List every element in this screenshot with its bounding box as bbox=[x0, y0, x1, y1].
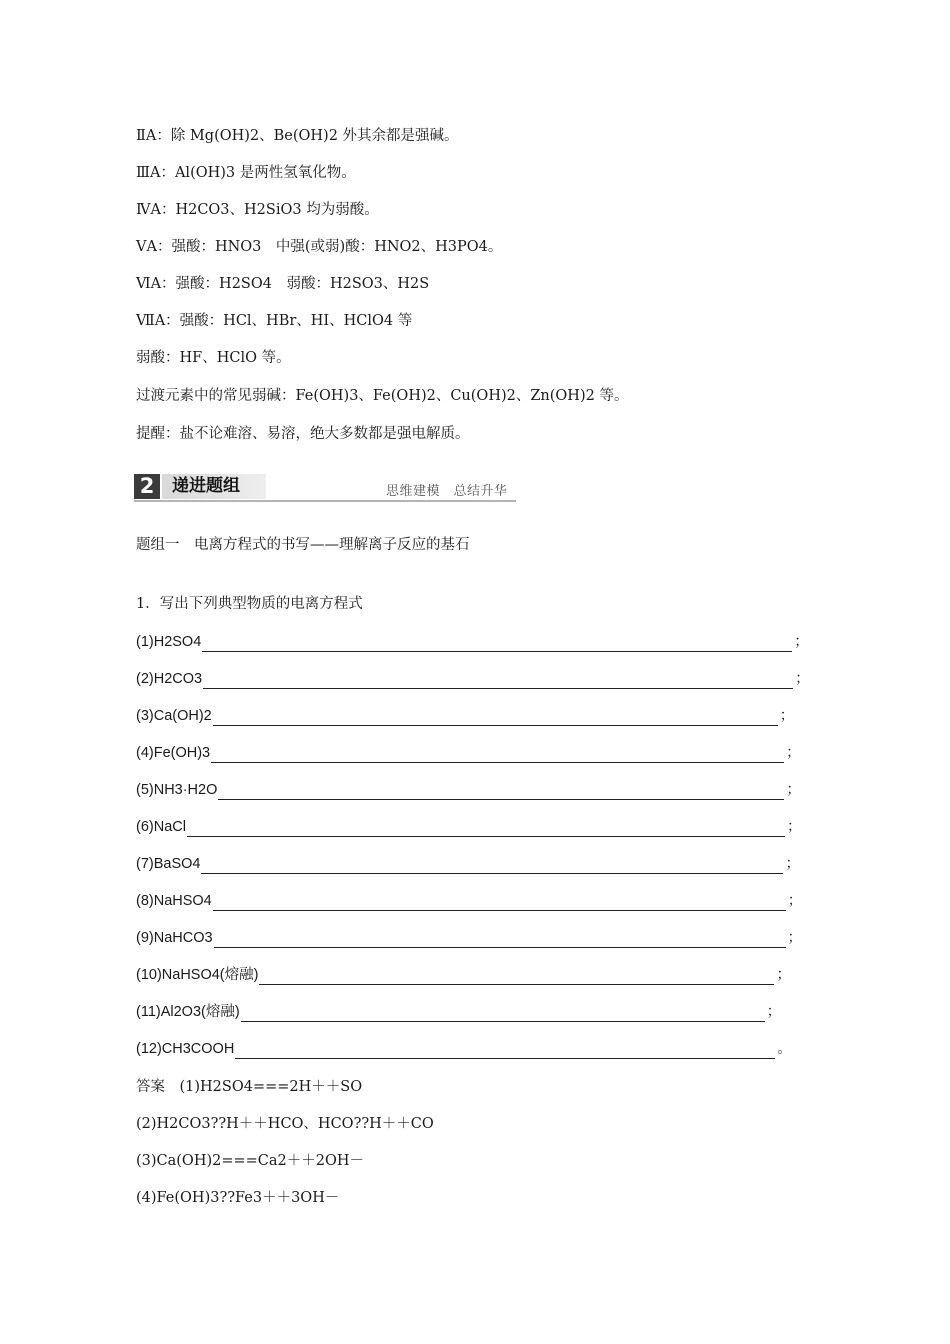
intro-line-5a: ⅤA：强酸：HNO3 中强(或弱)酸：HNO2、H3PO4。 bbox=[136, 239, 503, 255]
blank-label: (3)Ca(OH)2 bbox=[136, 708, 212, 724]
blank-line bbox=[136, 928, 802, 948]
blank-line bbox=[136, 965, 791, 985]
answer-blank[interactable] bbox=[214, 931, 786, 948]
answer-line: (3)Ca(OH)2===Ca2＋＋2OH－ bbox=[136, 1153, 365, 1169]
group-title: 题组一 电离方程式的书写——理解离子反应的基石 bbox=[136, 537, 470, 553]
blank-punct: ； bbox=[787, 893, 803, 909]
question-title: 1．写出下列典型物质的电离方程式 bbox=[136, 596, 363, 612]
blank-punct: ； bbox=[786, 819, 802, 835]
blank-punct: ； bbox=[786, 782, 801, 798]
blank-punct: ； bbox=[776, 967, 791, 983]
answer-blank[interactable] bbox=[213, 709, 778, 726]
section-title: 递进题组 bbox=[162, 474, 266, 499]
blank-line bbox=[136, 632, 809, 652]
blank-punct: ； bbox=[785, 856, 800, 872]
blank-line bbox=[136, 780, 801, 800]
answer-line: (2)H2CO3??H＋＋HCO、HCO??H＋＋CO bbox=[136, 1116, 434, 1132]
blank-label: (1)H2SO4 bbox=[136, 634, 202, 650]
blank-label: (8)NaHSO4 bbox=[136, 893, 212, 909]
answer-blank[interactable] bbox=[201, 857, 783, 874]
intro-line-weak-base: 过渡元素中的常见弱碱：Fe(OH)3、Fe(OH)2、Cu(OH)2、Zn(OH)2 等。 bbox=[136, 388, 629, 404]
blank-punct: ； bbox=[795, 671, 810, 687]
blank-punct: ； bbox=[794, 634, 809, 650]
blank-label: (6)NaCl bbox=[136, 819, 186, 835]
blank-line bbox=[136, 1039, 792, 1059]
intro-line-3a: ⅢA：Al(OH)3 是两性氢氧化物。 bbox=[136, 165, 356, 181]
answer-blank[interactable] bbox=[213, 894, 786, 911]
section-banner bbox=[134, 472, 516, 502]
blank-label: (2)H2CO3 bbox=[136, 671, 203, 687]
intro-line-weak-acid: 弱酸：HF、HClO 等。 bbox=[136, 350, 291, 366]
intro-line-7a: ⅦA：强酸：HCl、HBr、HI、HClO4 等 bbox=[136, 313, 413, 329]
blank-label: (7)BaSO4 bbox=[136, 856, 201, 872]
intro-line-6a: ⅥA：强酸：H2SO4 弱酸：H2SO3、H2S bbox=[136, 276, 430, 292]
blank-punct: ； bbox=[779, 708, 795, 724]
answer-blank[interactable] bbox=[241, 1005, 765, 1022]
intro-line-reminder: 提醒：盐不论难溶、易溶，绝大多数都是强电解质。 bbox=[136, 426, 470, 442]
blank-label: (10)NaHSO4(熔融) bbox=[136, 967, 259, 983]
intro-line-4a: ⅣA：H2CO3、H2SiO3 均为弱酸。 bbox=[136, 202, 379, 218]
section-subtitle: 思维建模 总结升华 bbox=[386, 484, 508, 499]
intro-line-2a: ⅡA：除 Mg(OH)2、Be(OH)2 外其余都是强碱。 bbox=[136, 128, 459, 144]
blank-label: (12)CH3COOH bbox=[136, 1041, 235, 1057]
answer-blank[interactable] bbox=[218, 783, 784, 800]
blank-punct: ； bbox=[766, 1004, 782, 1020]
blank-line bbox=[136, 669, 810, 689]
answer-blank[interactable] bbox=[235, 1042, 775, 1059]
answer-blank[interactable] bbox=[259, 968, 774, 985]
answer-blank[interactable] bbox=[203, 672, 793, 689]
answer-line: 答案 (1)H2SO4===2H＋＋SO bbox=[136, 1079, 363, 1095]
blank-line bbox=[136, 743, 801, 763]
answer-line: (4)Fe(OH)3??Fe3＋＋3OH－ bbox=[136, 1190, 340, 1206]
blank-line bbox=[136, 706, 794, 726]
blank-punct: ； bbox=[787, 930, 803, 946]
blank-line bbox=[136, 854, 800, 874]
answer-blank[interactable] bbox=[202, 635, 792, 652]
blank-line bbox=[136, 891, 802, 911]
blank-label: (9)NaHCO3 bbox=[136, 930, 213, 946]
blank-punct: ； bbox=[786, 745, 801, 761]
section-rule bbox=[134, 500, 516, 502]
blank-line bbox=[136, 817, 801, 837]
blank-label: (4)Fe(OH)3 bbox=[136, 745, 211, 761]
blank-label: (5)NH3·H2O bbox=[136, 782, 218, 798]
section-number: 2 bbox=[134, 474, 160, 499]
blank-line bbox=[136, 1002, 781, 1022]
answer-blank[interactable] bbox=[211, 746, 784, 763]
answer-blank[interactable] bbox=[187, 820, 785, 837]
blank-label: (11)Al2O3(熔融) bbox=[136, 1004, 240, 1020]
blank-punct: 。 bbox=[777, 1041, 792, 1057]
